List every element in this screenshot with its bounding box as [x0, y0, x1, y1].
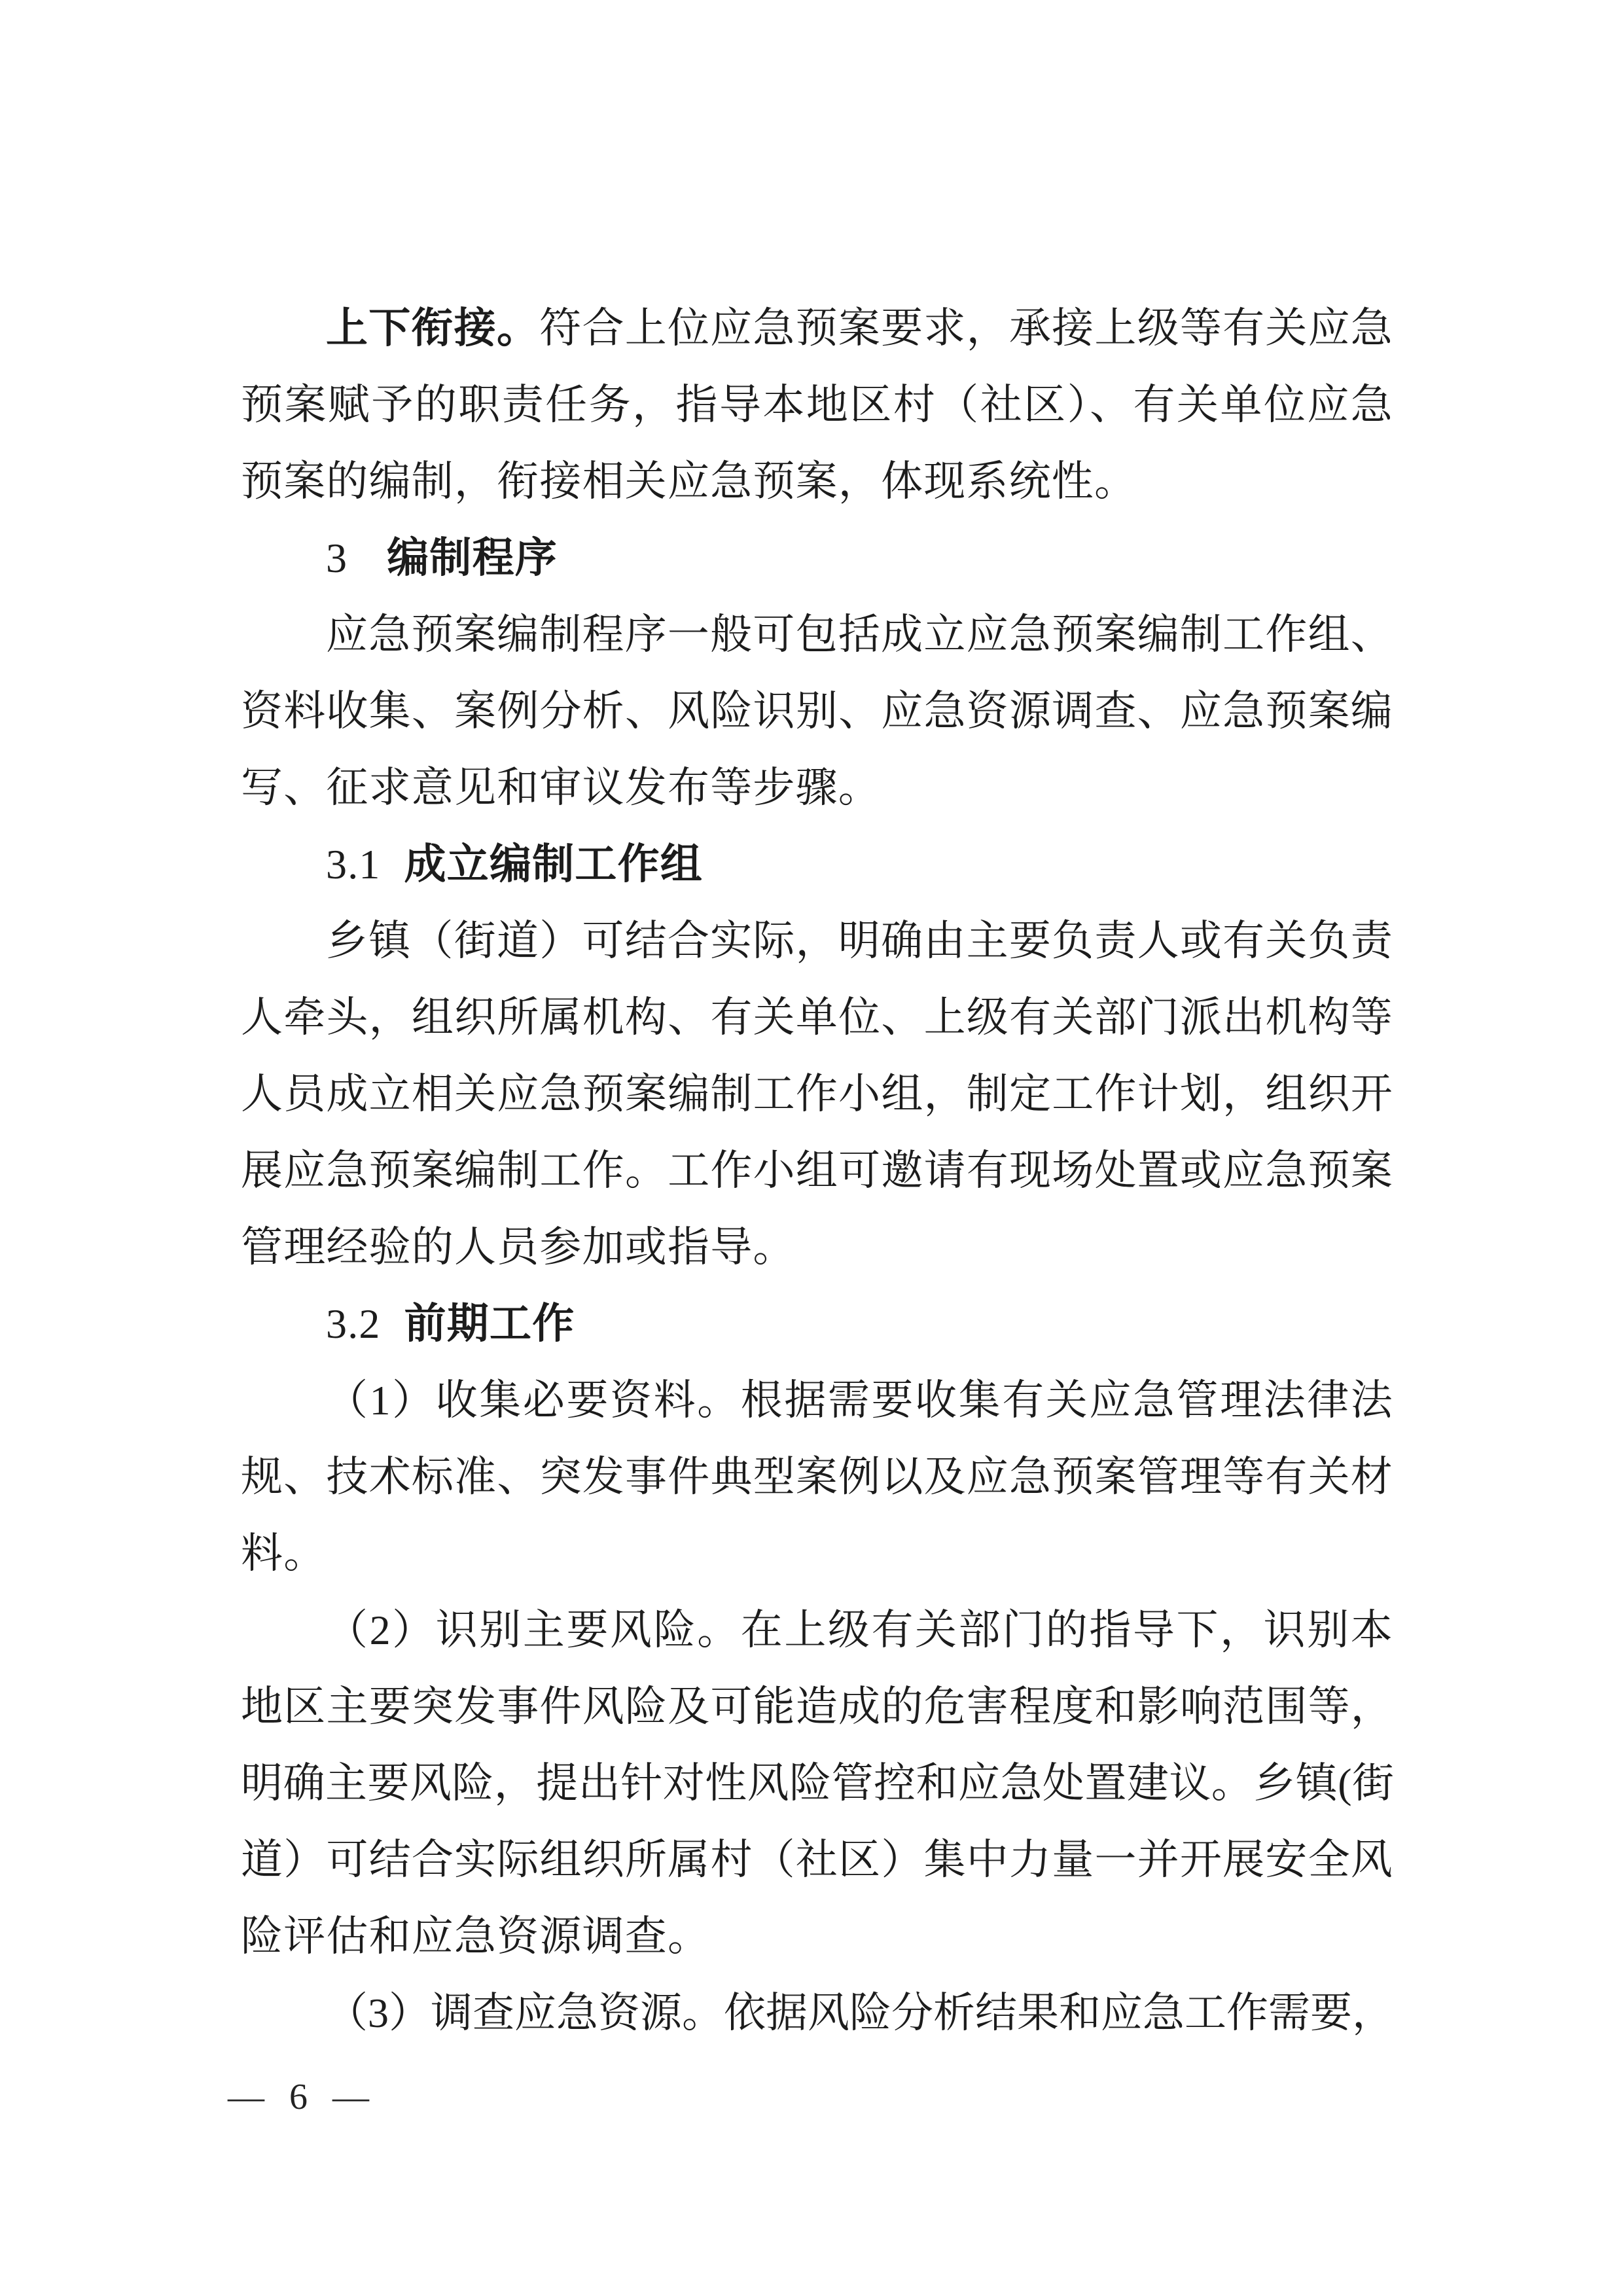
- para2-line3: 写、征求意见和审议发布等步骤。: [241, 764, 881, 811]
- heading-number: 3.1: [326, 841, 381, 888]
- para2-line2: 资料收集、案例分析、风险识别、应急资源调查、应急预案编: [241, 688, 1393, 734]
- heading-title: 成立编制工作组: [404, 841, 704, 888]
- heading-title: 编制程序: [387, 535, 558, 581]
- document-body: [241, 290, 1393, 2051]
- para1-line1: [241, 290, 1393, 367]
- para5-line5: 险评估和应急资源调查。: [241, 1913, 711, 1960]
- para1-line2: 预案赋予的职责任务，指导本地区村（社区）、有关单位应急: [241, 382, 1393, 428]
- section-heading-3-2: [241, 1285, 1393, 1362]
- para2-line1: 应急预案编制程序一般可包括成立应急预案编制工作组、: [326, 611, 1393, 658]
- heading-title: 前期工作: [404, 1300, 575, 1347]
- para5-line1: （2）识别主要风险。在上级有关部门的指导下，识别本: [326, 1607, 1393, 1653]
- para3-line2: 人牵头，组织所属机构、有关单位、上级有关部门派出机构等: [241, 994, 1393, 1041]
- para5-line3: 明确主要风险，提出针对性风险管控和应急处置建议。乡镇(街: [241, 1760, 1393, 1806]
- para3-line1: 乡镇（街道）可结合实际，明确由主要负责人或有关负责: [326, 918, 1393, 964]
- para3-line3: 人员成立相关应急预案编制工作小组，制定工作计划，组织开: [241, 1071, 1393, 1117]
- para6-line1: （3）调查应急资源。依据风险分析结果和应急工作需要，: [326, 1990, 1393, 2036]
- para5-line4: 道）可结合实际组织所属村（社区）集中力量一并开展安全风: [241, 1837, 1393, 1883]
- heading-number: 3.2: [326, 1300, 381, 1347]
- bold-lead-text: 上下衔接。: [326, 305, 540, 351]
- section-heading-3: [241, 520, 1393, 596]
- para5-line2: 地区主要突发事件风险及可能造成的危害程度和影响范围等，: [241, 1683, 1393, 1730]
- para3-line4: 展应急预案编制工作。工作小组可邀请有现场处置或应急预案: [241, 1147, 1393, 1194]
- section-heading-3-1: [241, 826, 1393, 903]
- heading-number: 3: [326, 535, 348, 581]
- para4-line2: 规、技术标准、突发事件典型案例以及应急预案管理等有关材: [241, 1454, 1393, 1500]
- para1-line3: 预案的编制，衔接相关应急预案，体现系统性。: [241, 458, 1137, 505]
- para3-line5: 管理经验的人员参加或指导。: [241, 1224, 796, 1270]
- para1-line1-text: 符合上位应急预案要求，承接上级等有关应急: [539, 305, 1393, 351]
- para4-line3: 料。: [241, 1530, 327, 1577]
- para4-line1: （1）收集必要资料。根据需要收集有关应急管理法律法: [326, 1377, 1393, 1424]
- page-number: — 6 —: [228, 2077, 377, 2117]
